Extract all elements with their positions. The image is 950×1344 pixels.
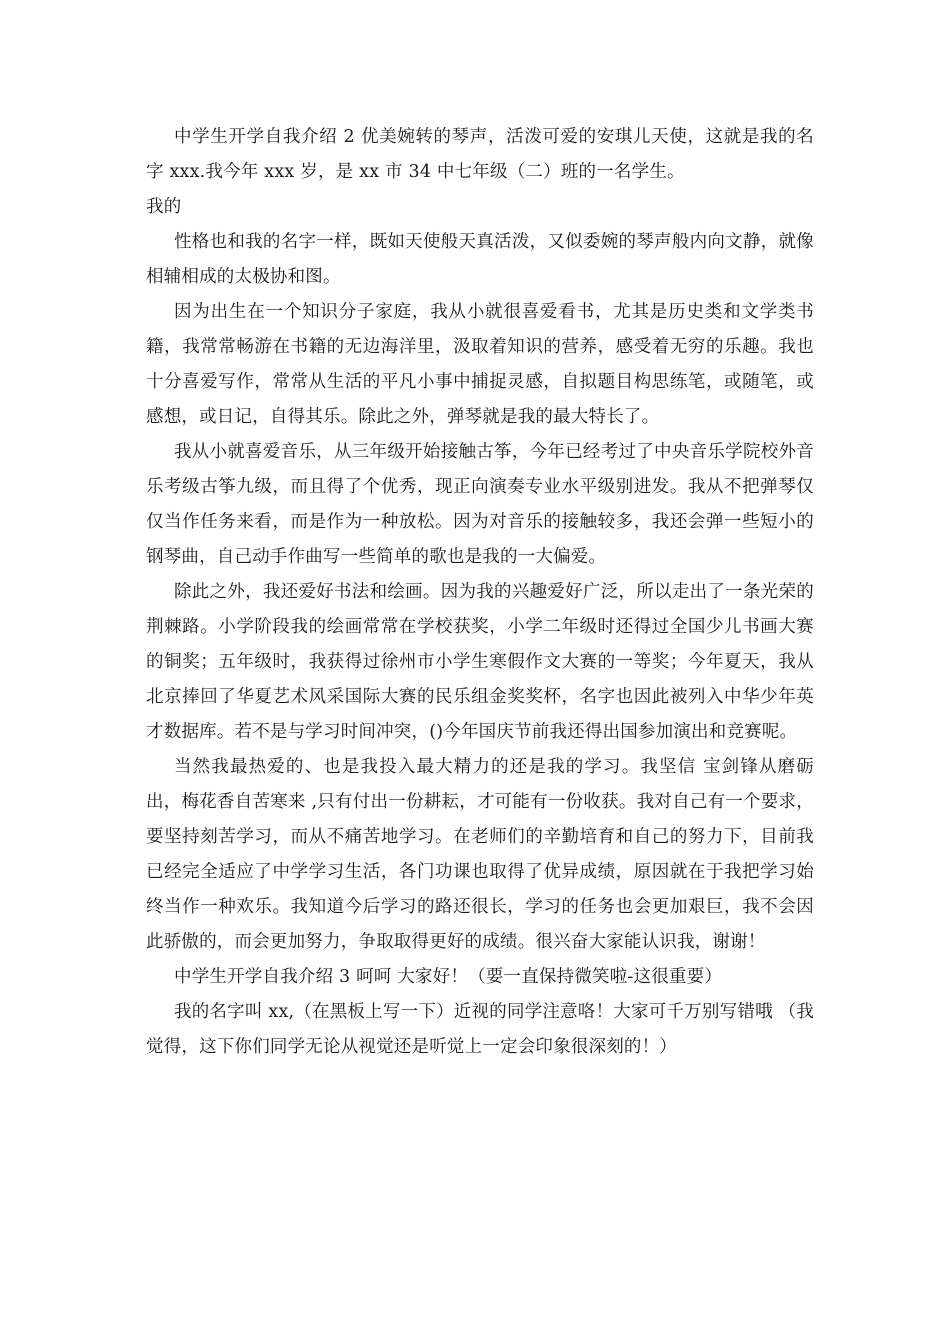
document-body	[146, 120, 814, 1065]
paragraph-wo-de: 我的	[146, 197, 182, 217]
paragraph-name-xx: 我的名字叫 xx,（在黑板上写一下）近视的同学注意咯！大家可千万别写错哦 （我觉得，这下你们同学无论从视觉还是听觉上一定会印象很深刻的！）	[146, 1002, 814, 1057]
paragraph-character: 性格也和我的名字一样，既如天使般天真活泼，又似委婉的琴声般内向文静，就像相辅相成的太极协和图。	[146, 232, 814, 287]
paragraph-intro-2: 中学生开学自我介绍 2 优美婉转的琴声，活泼可爱的安琪儿天使，这就是我的名字 xxx.我今年 xxx 岁，是 xx 市 34 中七年级（二）班的一名学生。	[146, 127, 814, 182]
paragraph-reading: 因为出生在一个知识分子家庭，我从小就很喜爱看书，尤其是历史类和文学类书籍，我常常畅游在书籍的无边海洋里，汲取着知识的营养，感受着无穷的乐趣。我也十分喜爱写作，常常从生活的平凡小事中捕捉灵感，自拟题目构思练笔，或随笔，或感想，或日记，自得其乐。除此之外，弹琴就是我的最大特长了。	[146, 302, 814, 427]
paragraph-calligraphy: 除此之外，我还爱好书法和绘画。因为我的兴趣爱好广泛，所以走出了一条光荣的荆棘路。小学阶段我的绘画常常在学校获奖，小学二年级时还得过全国少儿书画大赛的铜奖；五年级时，我获得过徐州市小学生寒假作文大赛的一等奖；今年夏天，我从北京捧回了华夏艺术风采国际大赛的民乐组金奖奖杯，名字也因此被列入中华少年英才数据库。若不是与学习时间冲突，()今年国庆节前我还得出国参加演出和竞赛呢。	[146, 582, 814, 742]
paragraph-intro-3: 中学生开学自我介绍 3 呵呵 大家好！（要一直保持微笑啦-这很重要）	[174, 967, 723, 987]
paragraph-music: 我从小就喜爱音乐，从三年级开始接触古筝，今年已经考过了中央音乐学院校外音乐考级古筝九级，而且得了个优秀，现正向演奏专业水平级别进发。我从不把弹琴仅仅当作任务来看，而是作为一种放松。因为对音乐的接触较多，我还会弹一些短小的钢琴曲，自己动手作曲写一些简单的歌也是我的一大偏爱。	[146, 442, 814, 567]
paragraph-study: 当然我最热爱的、也是我投入最大精力的还是我的学习。我坚信 宝剑锋从磨砺出，梅花香自苦寒来 ,只有付出一份耕耘，才可能有一份收获。我对自己有一个要求，要坚持刻苦学习，而从不痛苦地学习。在老师们的辛勤培育和自己的努力下，目前我已经完全适应了中学学习生活，各门功课也取得了优异成绩，原因就在于我把学习始终当作一种欢乐。我知道今后学习的路还很长，学习的任务也会更加艰巨，我不会因此骄傲的，而会更加努力，争取取得更好的成绩。很兴奋大家能认识我，谢谢！	[146, 757, 814, 952]
